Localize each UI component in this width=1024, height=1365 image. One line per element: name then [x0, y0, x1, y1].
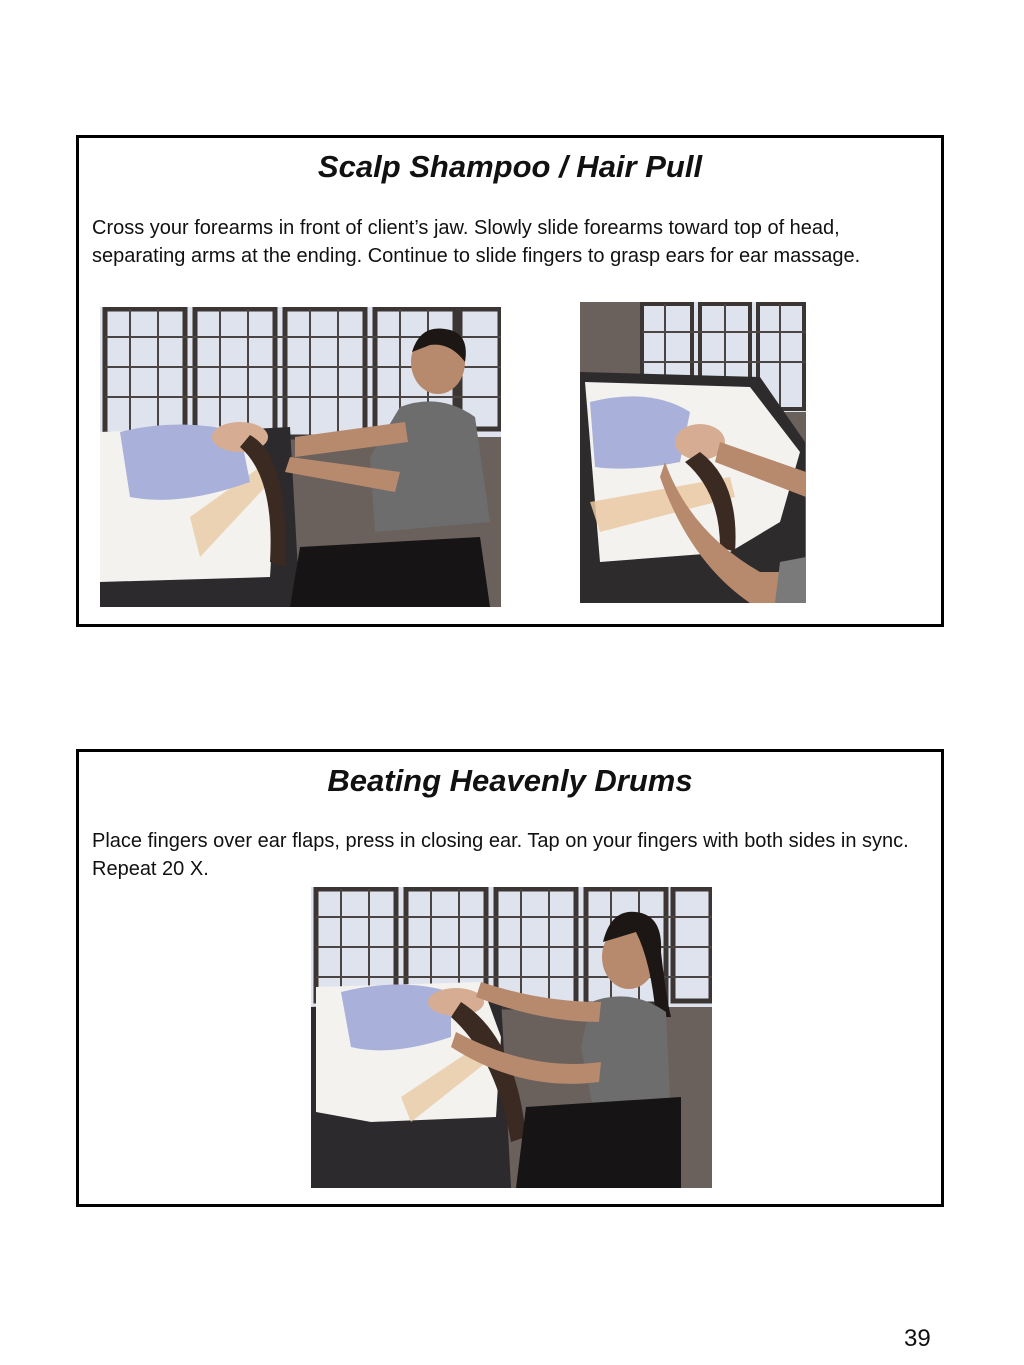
section-title: Beating Heavenly Drums: [327, 763, 693, 798]
page-number: 39: [904, 1325, 931, 1352]
section-title: Scalp Shampoo / Hair Pull: [317, 149, 703, 184]
section-description: Cross your forearms in front of client’s jaw. Slowly slide forearms toward top of head, separating arms at the ending. Continue to slide fingers to grasp ears for ear massage.: [92, 217, 861, 267]
technique-card-scalp-shampoo: [76, 135, 944, 627]
technique-card-heavenly-drums: [76, 749, 944, 1207]
photo-ear-tapping: [311, 887, 712, 1188]
photo-forearms-slide: [100, 307, 501, 607]
photo-grasp-ears: [580, 302, 806, 603]
section-description: Place fingers over ear flaps, press in closing ear. Tap on your fingers with both sides in sync. Repeat 20 X.: [92, 830, 909, 880]
